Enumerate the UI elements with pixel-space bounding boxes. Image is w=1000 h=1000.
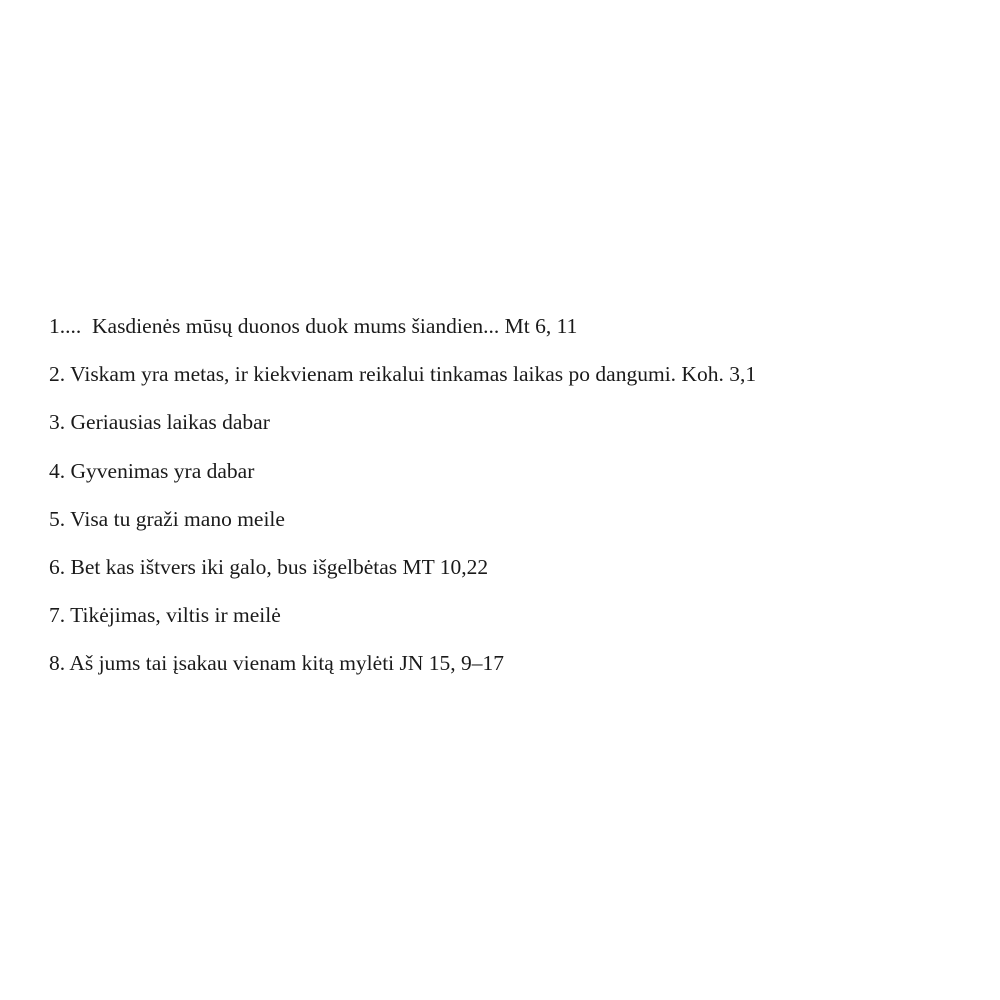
list-item-4: 4. Gyvenimas yra dabar	[49, 458, 255, 483]
list-item-2: 2. Viskam yra metas, ir kiekvienam reikalui tinkamas laikas po dangumi. Koh. 3,1	[49, 362, 757, 387]
numbered-list	[49, 308, 756, 694]
list-item-1: 1.... Kasdienės mūsų duonos duok mums šiandien... Mt 6, 11	[49, 314, 578, 338]
list-item-5: 5. Visa tu graži mano meile	[49, 506, 285, 531]
list-item-7: 7. Tikėjimas, viltis ir meilė	[49, 603, 281, 628]
list-item-8: 8. Aš jums tai įsakau vienam kitą mylėti JN 15, 9–17	[49, 651, 505, 676]
list-item-3: 3. Geriausias laikas dabar	[49, 410, 270, 435]
list-item-6: 6. Bet kas ištvers iki galo, bus išgelbėtas MT 10,22	[49, 554, 489, 579]
